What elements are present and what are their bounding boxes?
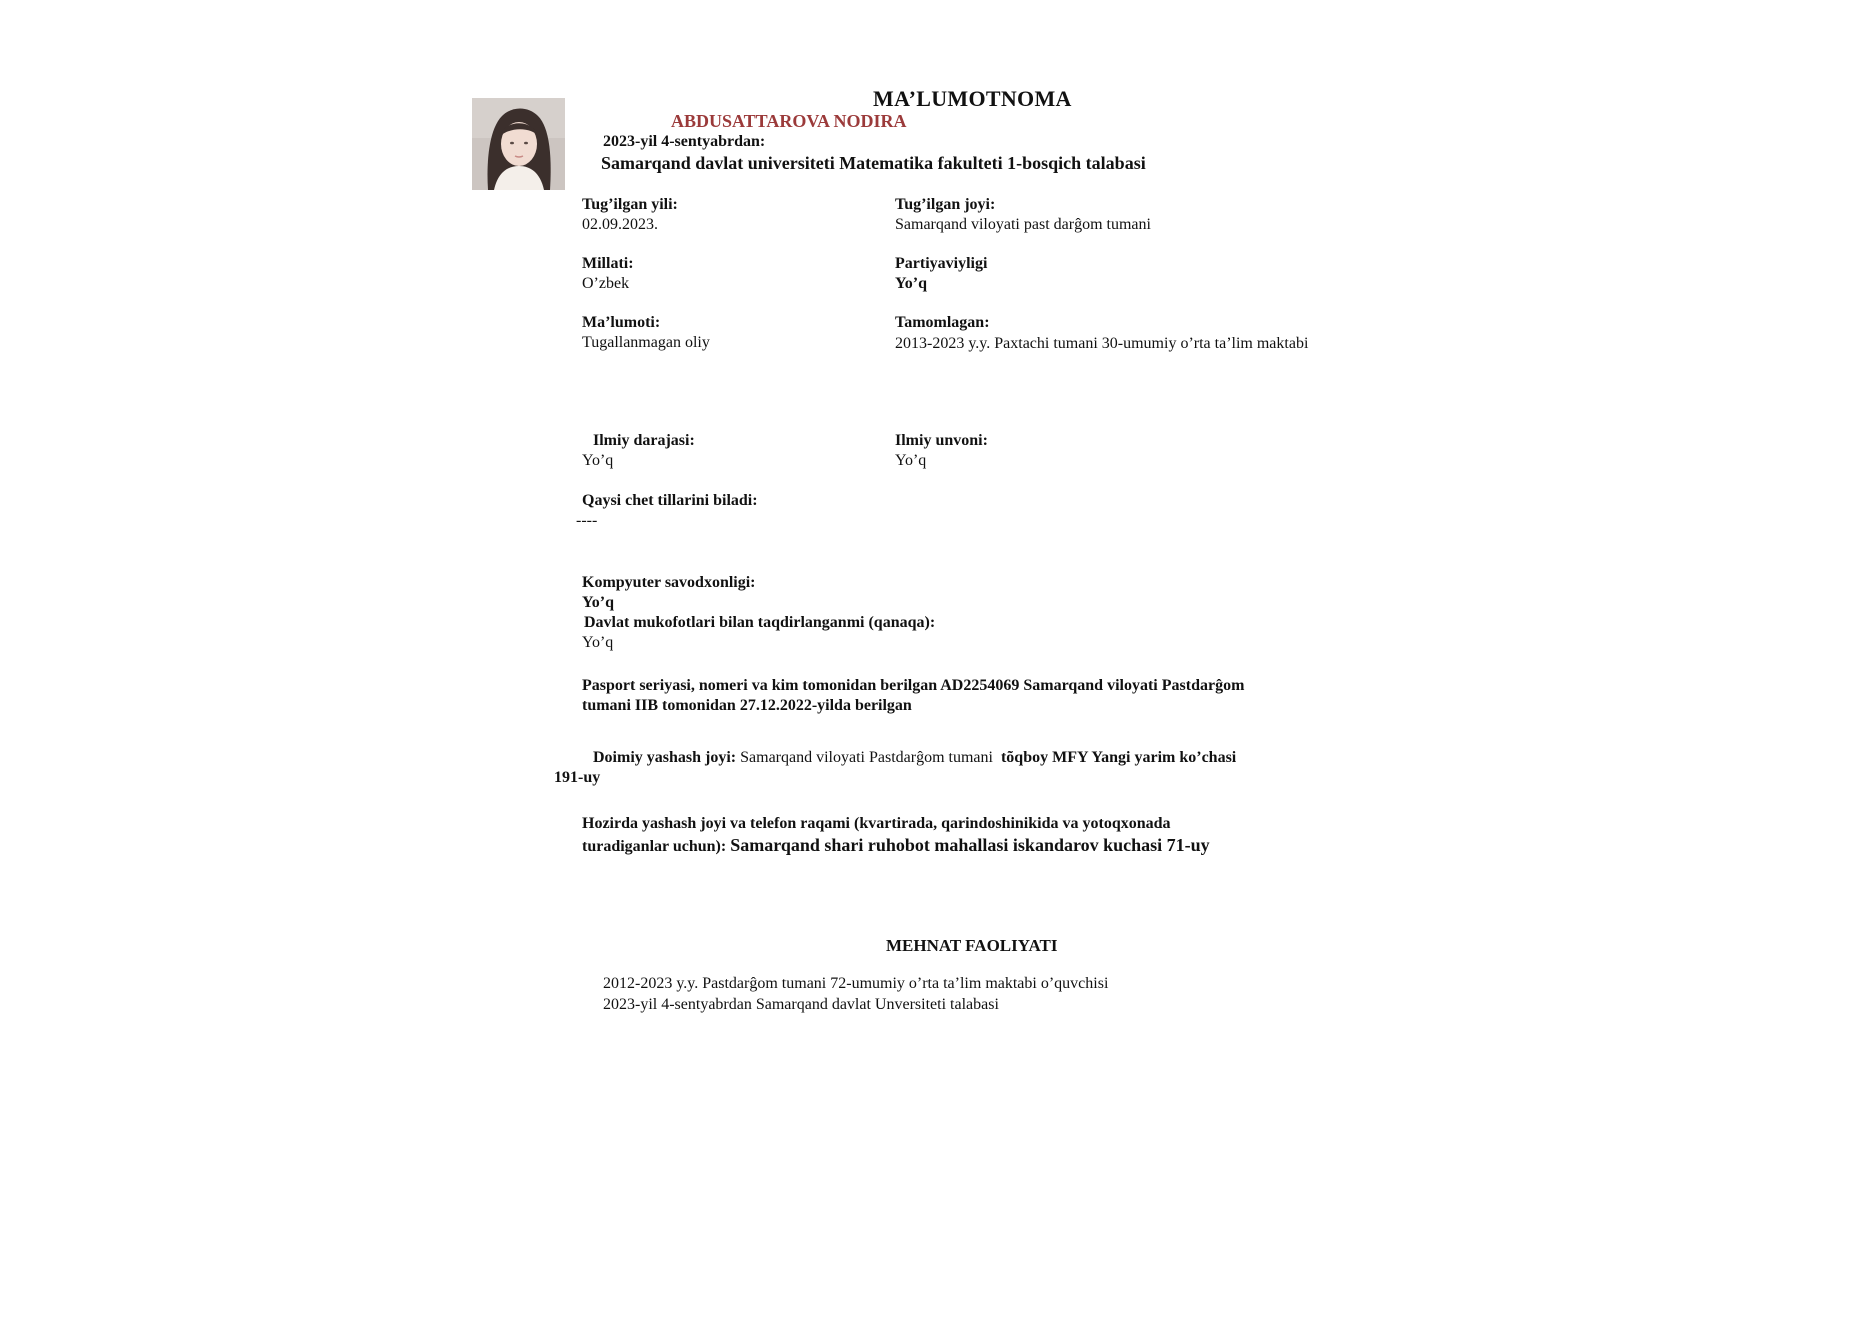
residence-value-part2: tõqboy MFY Yangi yarim ko’chasi: [1000, 749, 1237, 766]
party-value: Yo’q: [895, 275, 928, 292]
nationality-label: Millati:: [582, 255, 634, 272]
academic-title-label: Ilmiy unvoni:: [895, 432, 988, 449]
party-label: Partiyaviyligi: [895, 255, 988, 272]
current-address-value: Samarqand shari ruhobot mahallasi iskandarov kuchasi 71-uy: [730, 835, 1210, 855]
birth-year-value: 02.09.2023.: [582, 216, 658, 233]
portrait-image: [472, 98, 565, 190]
residence-label: Doimiy yashash joyi:: [593, 749, 737, 766]
current-position: Samarqand davlat universiteti Matematika fakulteti 1-bosqich talabasi: [601, 153, 1146, 173]
passport-info: [582, 676, 1244, 716]
profile-photo: [472, 98, 565, 190]
awards-label: Davlat mukofotlari bilan taqdirlanganmi (qanaqa):: [584, 614, 936, 631]
current-address: [582, 835, 1210, 856]
nationality-value: O’zbek: [582, 275, 630, 292]
work-history-title: MEHNAT FAOLIYATI: [886, 936, 1058, 955]
passport-line-1: Pasport seriyasi, nomeri va kim tomonidan berilgan AD2254069 Samarqand viloyati Pastdarĝom: [582, 677, 1245, 694]
permanent-residence: [593, 749, 1236, 767]
residence-value-line2: 191-uy: [554, 769, 601, 786]
birth-place-value: Samarqand viloyati past darĝom tumani: [895, 216, 1151, 233]
passport-line-2: tumani IIB tomonidan 27.12.2022-yilda berilgan: [582, 697, 912, 714]
degree-value: Yo’q: [582, 452, 614, 469]
position-start-date: 2023-yil 4-sentyabrdan:: [603, 133, 766, 150]
education-label: Ma’lumoti:: [582, 314, 661, 331]
birth-place-label: Tug’ilgan joyi:: [895, 196, 996, 213]
residence-value-part1: Samarqand viloyati Pastdarĝom tumani: [740, 749, 993, 766]
completed-value: 2013-2023 y.y. Paxtachi tumani 30-umumiy o’rta ta’lim maktabi: [895, 335, 1309, 352]
academic-title-value: Yo’q: [895, 452, 927, 469]
work-history-item: 2023-yil 4-sentyabrdan Samarqand davlat Unversiteti talabasi: [603, 996, 999, 1013]
languages-value: ----: [576, 512, 598, 529]
document-title: MA’LUMOTNOMA: [873, 86, 1072, 111]
work-history-item: 2012-2023 y.y. Pastdarĝom tumani 72-umumiy o’rta ta’lim maktabi o’quvchisi: [603, 975, 1109, 992]
person-name: ABDUSATTAROVA NODIRA: [671, 111, 907, 131]
current-address-label-line1: Hozirda yashash joyi va telefon raqami (kvartirada, qarindoshinikida va yotoqxonada: [582, 815, 1171, 832]
languages-label: Qaysi chet tillarini biladi:: [582, 492, 758, 509]
computer-skills-label: Kompyuter savodxonligi:: [582, 574, 756, 591]
completed-label: Tamomlagan:: [895, 314, 990, 331]
degree-label: Ilmiy darajasi:: [593, 432, 695, 449]
awards-value: Yo’q: [582, 634, 614, 651]
computer-skills-value: Yo’q: [582, 594, 615, 611]
education-value: Tugallanmagan oliy: [582, 334, 710, 351]
birth-year-label: Tug’ilgan yili:: [582, 196, 678, 213]
current-address-label-line2: turadiganlar uchun):: [582, 838, 727, 855]
